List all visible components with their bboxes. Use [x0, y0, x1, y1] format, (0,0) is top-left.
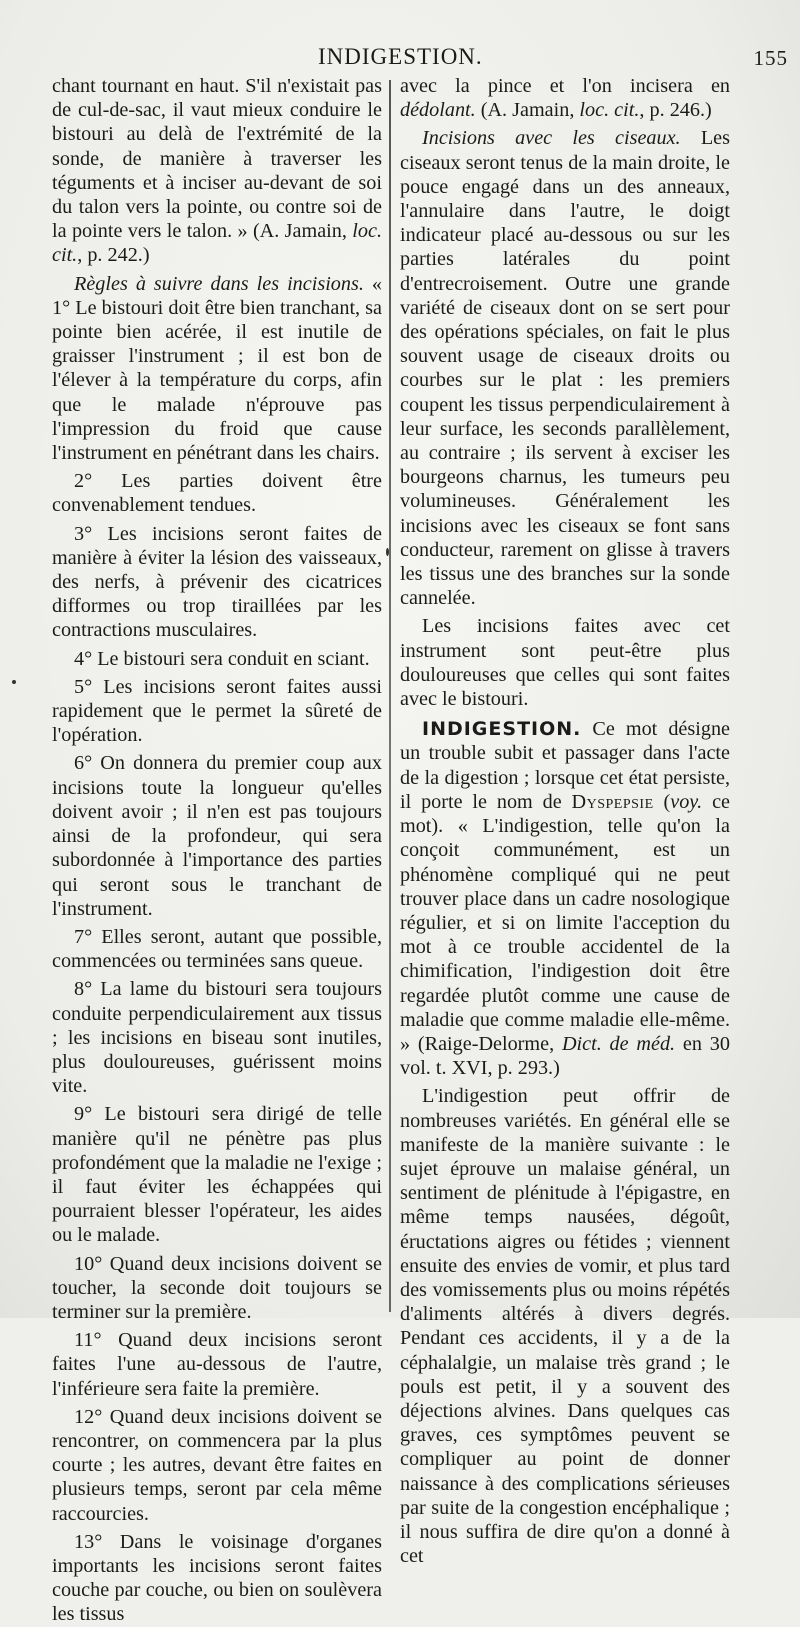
paragraph: chant tournant en haut. S'il n'existait pas de cul-de-sac, il vaut mieux conduire le bistouri au delà de l'extrémité de la sonde, de manière à traverser les téguments et à inciser au-devant de soi du talon vers la pointe, ou contre soi de la pointe vers le talon. » (A. Jamain, loc. cit., p. 242.) — [52, 75, 382, 267]
paragraph: avec la pince et l'on incisera en dédolant. (A. Jamain, loc. cit., p. 246.) — [400, 75, 730, 122]
paragraph: Incisions avec les ciseaux. Les ciseaux seront tenus de la main droite, le pouce engagé dans un des anneaux, l'annulaire dans l'autre, le doigt indicateur placé au-dessous ou sur les parties latérales du point d'entrecroisement. Outre une grande variété de ciseaux dont on se sert pour des opérations spéciales, on fait le plus souvent usage de ciseaux droits ou courbes sur le plat : les premiers coupent les tissus perpendiculairement à leur surface, les seconds parallèlement, au contraire ; ils servent à exciser les bourgeons charnus, les tumeurs peu volumineuses. Généralement les incisions avec les ciseaux se font sans conducteur, rarement on glisse à travers les tissus une des branches sur la sonde cannelée. — [400, 127, 730, 610]
paragraph: 3° Les incisions seront faites de manière à éviter la lésion des vaisseaux, des nerfs, à prévenir des cicatrices difformes ou trop tiraillées par les contractions musculaires. — [52, 522, 382, 642]
running-head — [0, 44, 800, 74]
paragraph: Les incisions faites avec cet instrument sont peut-être plus douloureuses que celles qui sont faites avec le bistouri. — [400, 615, 730, 711]
entry-heading: INDIGESTION. — [422, 718, 582, 741]
paragraph: 10° Quand deux incisions doivent se toucher, la seconde doit toujours se terminer sur la première. — [52, 1252, 382, 1323]
paragraph: Règles à suivre dans les incisions. « 1° Le bistouri doit être bien tranchant, sa pointe bien acérée, il est inutile de graisser l'instrument ; il est bon de l'élever à la température du corps, afin que le malade n'éprouve pas l'impression du froid que cause l'instrument en pénétrant dans les chairs. — [52, 272, 383, 465]
paragraph: 8° La lame du bistouri sera toujours conduite perpendiculairement aux tissus ; les incisions en biseau sont inutiles, plus douloureuses, guérissent moins vite. — [52, 978, 382, 1098]
left-column — [52, 74, 382, 1627]
paragraph: 12° Quand deux incisions doivent se rencontrer, on commencera par la plus courte ; les autres, devant être faites en plusieurs temps, seront par cela même raccourcies. — [52, 1405, 382, 1525]
right-column — [400, 74, 730, 1568]
page-number: 155 — [753, 46, 788, 70]
paragraph: 5° Les incisions seront faites aussi rapidement que le permet la sûreté de l'opération. — [52, 675, 382, 747]
paragraph: 11° Quand deux incisions seront faites l'une au-dessous de l'autre, l'inférieure sera faite la première. — [52, 1329, 382, 1400]
print-speck — [386, 548, 389, 556]
paragraph: 9° Le bistouri sera dirigé de telle manière qu'il ne pénètre pas plus profondément que la maladie ne l'exige ; il faut éviter les échappées qui pourraient blesser l'opérateur, les aides ou le malade. — [52, 1103, 382, 1247]
paragraph: 7° Elles seront, autant que possible, commencées ou terminées sans queue. — [52, 925, 382, 973]
dictionary-entry: INDIGESTION. Ce mot désigne un trouble subit et passager dans l'acte de la digestion ; lorsque cet état persiste, il porte le nom de Dyspepsie (voy. ce mot). « L'indigestion, telle qu'on la conçoit communément, est un phénomène compliqué qui ne peut trouver place dans un cadre nosologique régulier, et si on limite l'acception du mot à ce trouble accidentel de la chimification, l'indigestion doit être regardée plutôt comme une cause de maladie que comme maladie elle-même. » (Raige-Delorme, Dict. de méd. en 30 vol. t. XVI, p. 293.) — [400, 718, 730, 1080]
running-title: INDIGESTION. — [318, 44, 483, 69]
paragraph: 2° Les parties doivent être convenablement tendues. — [52, 470, 382, 517]
paragraph: L'indigestion peut offrir de nombreuses variétés. En général elle se manifeste de la manière suivante : le sujet éprouve un malaise général, un sentiment de plénitude à l'épigastre, en même temps nausées, dégoût, éructations aigres ou fétides ; viennent ensuite des envies de vomir, et plus tard des vomissements plus ou moins répétés d'aliments altérés à divers degrés. Pendant ces accidents, il y a de la céphalalgie, un malaise très grand ; le pouls est petit, il y a souvent des déjections alvines. Dans quelques cas graves, ces symptômes peuvent se compliquer au point de donner naissance à des complications sérieuses par suite de la congestion encéphalique ; il nous suffira de dire qu'on a donné à cet — [400, 1085, 730, 1568]
print-speck — [12, 680, 16, 684]
paragraph: 4° Le bistouri sera conduit en sciant. — [74, 647, 370, 670]
paragraph: 6° On donnera du premier coup aux incisions toute la longueur qu'elles doivent avoir ; il n'en est pas toujours ainsi de la profondeur, qui sera subordonnée à l'importance des parties qui seront sous le tranchant de l'instrument. — [52, 752, 382, 920]
column-divider — [389, 80, 391, 1312]
paragraph: 13° Dans le voisinage d'organes importants les incisions seront faites couche par couche, ou bien on soulèvera les tissus — [52, 1530, 382, 1626]
